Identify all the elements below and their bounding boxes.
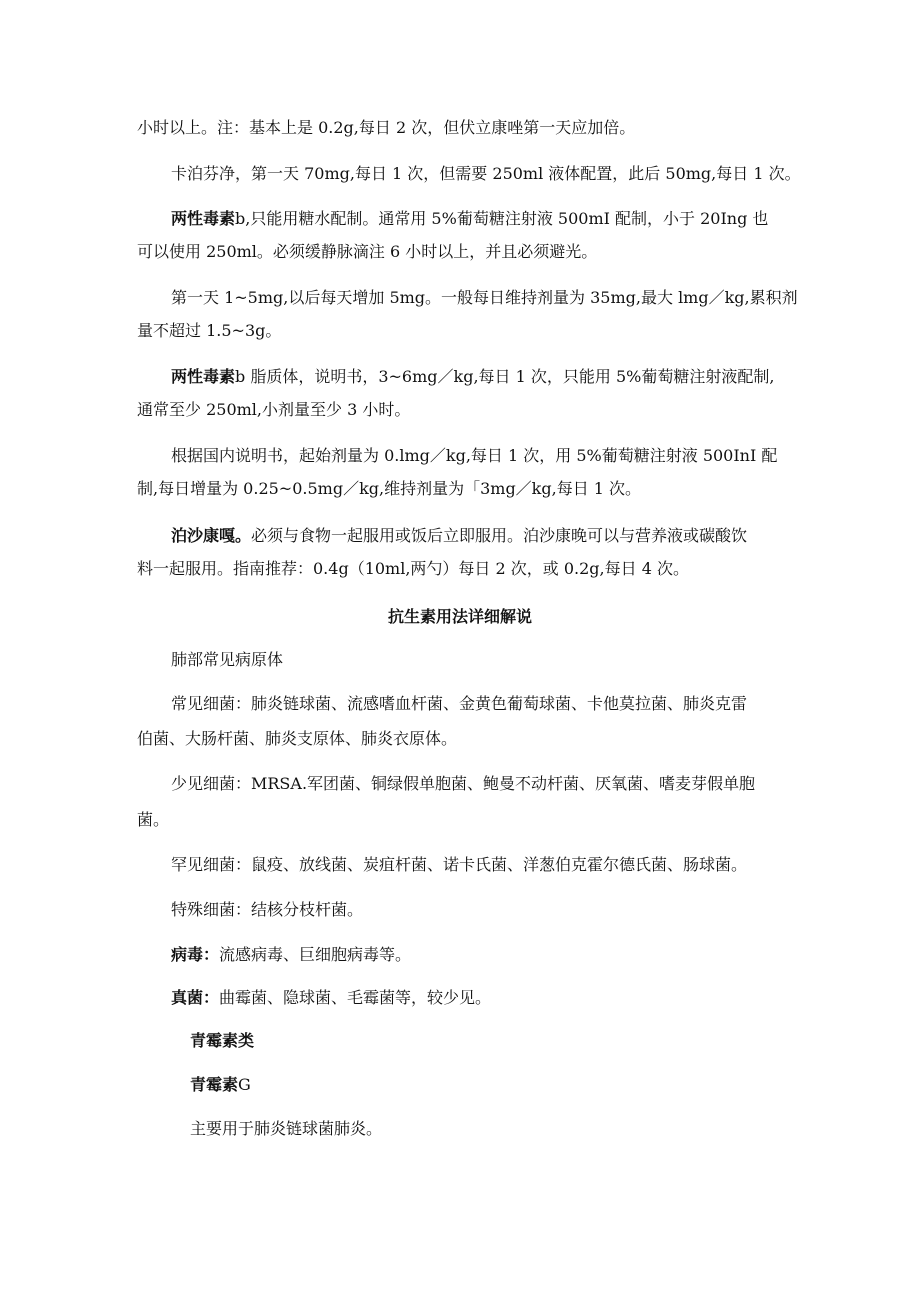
drug-name-bold: 泊沙康嘎。	[171, 526, 252, 545]
paragraph-amphotericin-b-prep-cont: 可以使用 250ml。必须缓静脉滴注 6 小时以上，并且必须避光。	[137, 242, 598, 261]
special-bacteria: 特殊细菌：结核分枝杆菌。	[171, 900, 364, 919]
fungi-label: 真菌：	[171, 988, 220, 1007]
pathogens-intro: 肺部常见病原体	[171, 650, 284, 669]
section-title: 抗生素用法详细解说	[387, 607, 532, 626]
paragraph-voriconazole-dose: 小时以上。注：基本上是 0.2g,每日 2 次，但伏立康唑第一天应加倍。	[137, 118, 636, 137]
paragraph-amphotericin-b-dosing: 第一天 1~5mg,以后每天增加 5mg。一般每日维持剂量为 35mg,最大 lmg／kg,累积剂	[171, 288, 798, 307]
paragraph-liposomal-amphotericin: 两性毒素b 脂质体，说明书，3~6mg／kg,每日 1 次，只能用 5%葡萄糖注射液配制,	[171, 367, 775, 386]
penicillin-class-title: 青霉素类	[190, 1031, 255, 1050]
less-common-bacteria: 少见细菌：MRSA.军团菌、铜绿假单胞菌、鲍曼不动杆菌、厌氧菌、嗜麦芽假单胞	[171, 774, 756, 793]
paragraph-liposomal-amphotericin-cont: 通常至少 250ml,小剂量至少 3 小时。	[137, 400, 411, 419]
paragraph-posaconazole-cont: 料一起服用。指南推荐：0.4g（10ml,两勺）每日 2 次，或 0.2g,每日 4 次。	[137, 559, 689, 578]
paragraph-caspofungin: 卡泊芬净，第一天 70mg,每日 1 次，但需要 250ml 液体配置，此后 50mg,每日 1 次。	[171, 164, 801, 183]
paragraph-amphotericin-b-prep: 两性毒素b,只能用糖水配制。通常用 5%葡萄糖注射液 500mI 配制，小于 20Ing 也	[171, 209, 769, 228]
paragraph-domestic-instructions: 根据国内说明书，起始剂量为 0.lmg／kg,每日 1 次，用 5%葡萄糖注射液 500InI 配	[171, 446, 778, 465]
paragraph-domestic-instructions-cont: 制,每日增量为 0.25~0.5mg／kg,维持剂量为「3mg／kg,每日 1 次。	[137, 479, 642, 498]
drug-name-bold: 两性毒素	[171, 367, 236, 386]
virus-line: 病毒：流感病毒、巨细胞病毒等。	[171, 945, 412, 964]
common-bacteria: 常见细菌：肺炎链球菌、流感嗜血杆菌、金黄色葡萄球菌、卡他莫拉菌、肺炎克雷	[171, 694, 748, 713]
penicillin-g-title: 青霉素G	[190, 1075, 251, 1094]
virus-label: 病毒：	[171, 945, 220, 964]
common-bacteria-cont: 伯菌、大肠杆菌、肺炎支原体、肺炎衣原体。	[137, 729, 458, 748]
paragraph-posaconazole: 泊沙康嘎。必须与食物一起服用或饭后立即服用。泊沙康晚可以与营养液或碳酸饮	[171, 526, 748, 545]
rare-bacteria: 罕见细菌：鼠疫、放线菌、炭疽杆菌、诺卡氏菌、洋葱伯克霍尔德氏菌、肠球菌。	[171, 855, 748, 874]
drug-name-bold: 两性毒素	[171, 209, 236, 228]
fungi-line: 真菌：曲霉菌、隐球菌、毛霉菌等，较少见。	[171, 988, 492, 1007]
paragraph-amphotericin-b-dosing-cont: 量不超过 1.5~3g。	[137, 321, 282, 340]
penicillin-g-usage: 主要用于肺炎链球菌肺炎。	[190, 1119, 383, 1138]
less-common-bacteria-cont: 菌。	[137, 810, 170, 829]
